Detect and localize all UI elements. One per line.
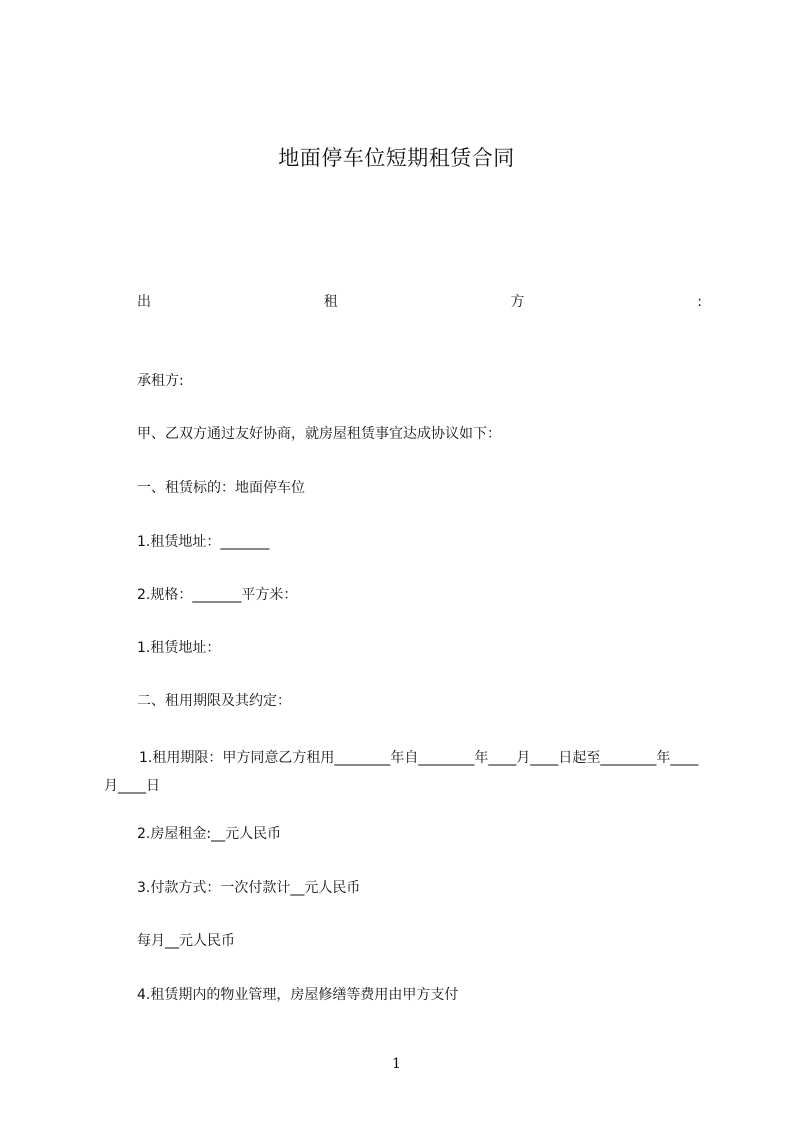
lessor-char-2: 租 (323, 294, 338, 310)
document-title: 地面停车位短期租赁合同 (278, 146, 515, 170)
section-1-heading: 一、租赁标的：地面停车位 (137, 480, 305, 496)
section-2-heading: 二、租用期限及其约定： (137, 693, 291, 709)
lessor-line (137, 292, 702, 312)
lessor-char-1: 出 (137, 294, 151, 310)
payment-line: 3.付款方式：一次付款计__元人民币 (137, 880, 361, 896)
lease-address-repeat-line: 1.租赁地址： (137, 640, 221, 656)
page-number: 1 (392, 1056, 401, 1072)
intro-paragraph: 甲、乙双方通过友好协商，就房屋租赁事宜达成协议如下： (137, 426, 501, 442)
rent-line: 2.房屋租金:__元人民币 (137, 826, 282, 842)
lease-term-paragraph: 1.租用期限：甲方同意乙方租用________年自________年____月____日起至________年____月____日 (104, 750, 699, 794)
lessor-colon: : (697, 294, 702, 310)
property-management-line: 4.租赁期内的物业管理，房屋修缮等费用由甲方支付 (137, 987, 459, 1003)
lessee-line: 承租方: (137, 373, 184, 389)
lessor-char-3: 方 (510, 294, 525, 310)
monthly-line: 每月__元人民币 (137, 933, 235, 949)
lease-address-line: 1.租赁地址：_______ (137, 534, 270, 550)
spec-line: 2.规格：_______平方米： (137, 587, 298, 603)
